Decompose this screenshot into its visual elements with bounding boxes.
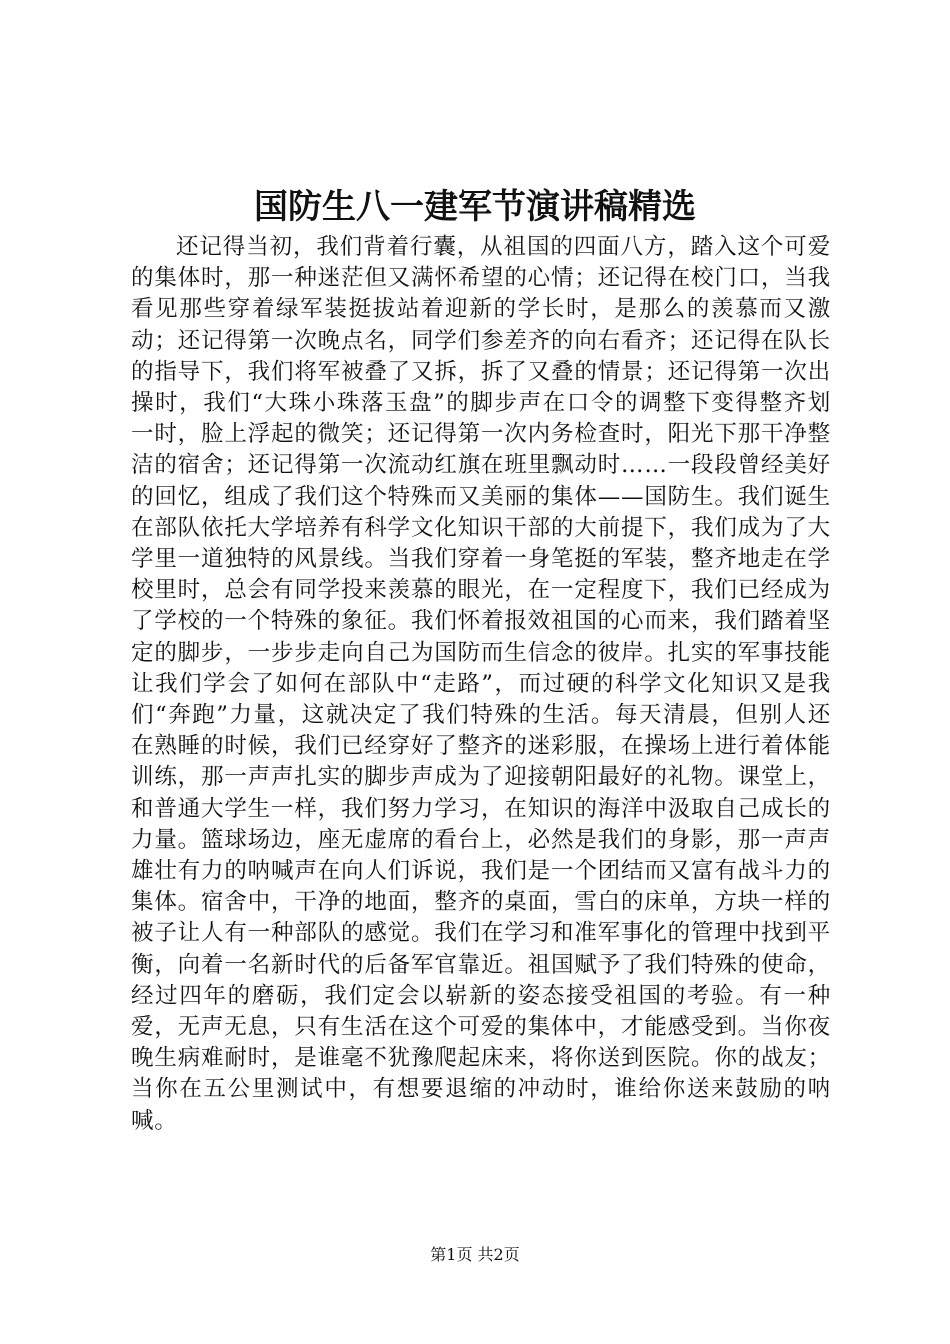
document-title: 国防生八一建军节演讲稿精选 — [254, 187, 696, 227]
body-paragraph: 还记得当初，我们背着行囊，从祖国的四面八方，踏入这个可爱的集体时，那一种迷茫但又满怀希望的心情；还记得在校门口，当我看见那些穿着绿军装挺拔站着迎新的学长时，是那么的羡慕而又激动；还记得第一次晚点名，同学们参差齐的向右看齐；还记得在队长的指导下，我们将军被叠了又拆，拆了又叠的情景；还记得第一次出操时，我们“大珠小珠落玉盘”的脚步声在口令的调整下变得整齐划一时，脸上浮起的微笑；还记得第一次内务检查时，阳光下那干净整洁的宿舍；还记得第一次流动红旗在班里飘动时……一段段曾经美好的回忆，组成了我们这个特殊而又美丽的集体——国防生。我们诞生在部队依托大学培养有科学文化知识干部的大前提下，我们成为了大学里一道独特的风景线。当我们穿着一身笔挺的军装，整齐地走在学校里时，总会有同学投来羡慕的眼光，在一定程度下，我们已经成为了学校的一个特殊的象征。我们怀着报效祖国的心而来，我们踏着坚定的脚步，一步步走向自己为国防而生信念的彼岸。扎实的军事技能让我们学会了如何在部队中“走路”，而过硬的科学文化知识又是我们“奔跑”力量，这就决定了我们特殊的生活。每天清晨，但别人还在熟睡的时候，我们已经穿好了整齐的迷彩服，在操场上进行着体能训练，那一声声扎实的脚步声成为了迎接朝阳最好的礼物。课堂上，和普通大学生一样，我们努力学习，在知识的海洋中汲取自己成长的力量。篮球场边，座无虚席的看台上，必然是我们的身影，那一声声雄壮有力的呐喊声在向人们诉说，我们是一个团结而又富有战斗力的集体。宿舍中，干净的地面，整齐的桌面，雪白的床单，方块一样的被子让人有一种部队的感觉。我们在学习和准军事化的管理中找到平衡，向着一名新时代的后备军官靠近。祖国赋予了我们特殊的使命，经过四年的磨砺，我们定会以崭新的姿态接受祖国的考验。有一种爱，无声无息，只有生活在这个可爱的集体中，才能感受到。当你夜晚生病难耐时，是谁毫不犹豫爬起床来，将你送到医院。你的战友；当你在五公里测试中，有想要退缩的冲动时，谁给你送来鼓励的呐喊。 — [131, 234, 831, 1134]
page-number-footer: 第1页 共2页 — [430, 1245, 520, 1264]
